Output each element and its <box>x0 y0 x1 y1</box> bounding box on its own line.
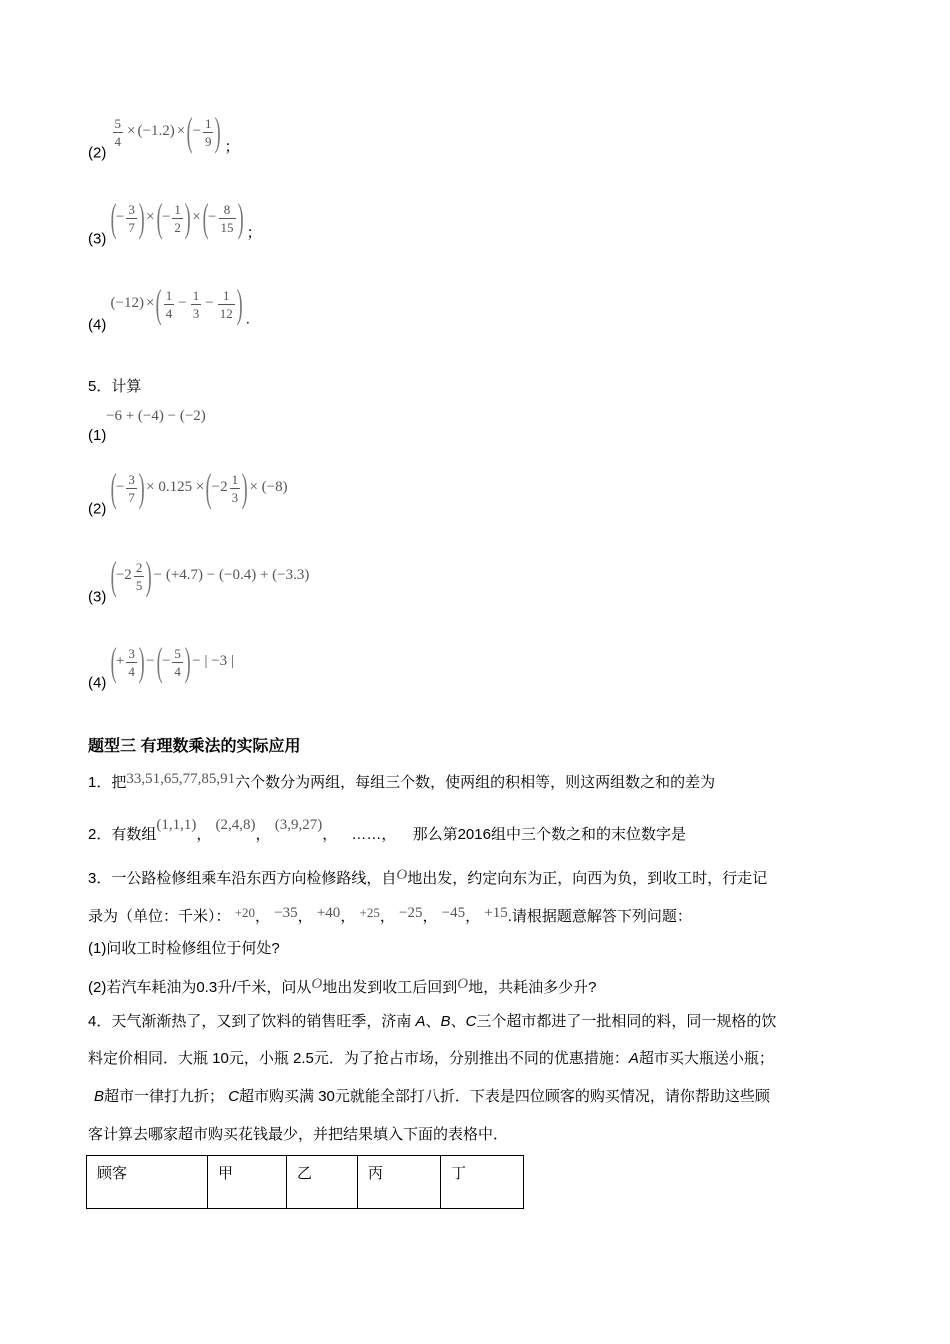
problem-label: (4) <box>88 316 107 334</box>
table-header-cell: 甲 <box>208 1156 287 1209</box>
punctuation: ； <box>246 224 262 242</box>
problem-label: (3) <box>88 588 107 606</box>
q5-problem-2 <box>88 465 290 518</box>
record: −45 <box>441 905 466 921</box>
fraction: $\frac{1}{12}$ <box>219 287 233 321</box>
s3-question-3-sub-2: (2)若汽车耗油为0.3升/千米，问从O地出发到收工后回到O地，共耗油多少升? <box>88 976 597 996</box>
table-row <box>87 1156 524 1209</box>
s3-question-3-line-1: 3．一公路检修组乘车沿东西方向检修路线，自O地出发，约定向东为正，向西为负，到收工时，行走记 <box>88 867 768 887</box>
problem-label: (2) <box>88 500 107 518</box>
fraction: $\frac{1}{4}$ <box>165 287 173 321</box>
punctuation: ； <box>224 138 240 156</box>
group-2: (2,4,8) <box>215 817 256 833</box>
problem-label: (2) <box>88 144 107 162</box>
problem-4-3 <box>88 195 262 248</box>
problem-4-2 <box>88 109 240 162</box>
fraction: $\frac{8}{15}$ <box>220 201 234 235</box>
table-header-cell: 丁 <box>441 1156 524 1209</box>
q5-problem-1 <box>88 408 206 444</box>
problem-label: (3) <box>88 230 107 248</box>
fraction: $\frac{1}{9}$ <box>204 115 212 149</box>
math-expression: (− $\frac{3}{7}$ ) × 0.125 ×(−2 $\frac{1}{3}$ ) × (−8) <box>110 465 288 510</box>
s3-question-3-line-2: 录为（单位：千米）： +20， −35， +40， +25， −25， −45， +15.请根据题意解答下列问题： <box>88 905 692 925</box>
s3-question-4-line-3: B超市一律打九折； C超市购买满 30元就能全部打八折．下表是四位顾客的购买情况，请你帮助这些顾 <box>94 1088 770 1105</box>
record: +15 <box>484 905 508 921</box>
fraction: $\frac{3}{4}$ <box>128 645 135 679</box>
problem-4-4 <box>88 281 250 334</box>
problem-label: (4) <box>88 674 107 692</box>
problem-label: (1) <box>88 427 107 444</box>
record: +25 <box>359 905 380 920</box>
fraction: $\frac{1}{3}$ <box>192 287 200 321</box>
s3-question-4-line-4: 客计算去哪家超市购买花钱最少，并把结果填入下面的表格中． <box>88 1126 509 1143</box>
s3-question-2: 2．有数组(1,1,1)， (2,4,8)， (3,9,27)， ……， 那么第2016组中三个数之和的末位数字是 <box>88 817 686 843</box>
math-expression: −6 + (−4) − (−2) <box>106 408 206 424</box>
number-list: 33,51,65,77,85,91 <box>126 771 236 787</box>
punctuation: . <box>245 310 250 328</box>
math-expression: (−2 $\frac{2}{5}$ ) − (+4.7) − (−0.4) + (−3.3) <box>110 553 310 598</box>
record: +40 <box>316 905 341 921</box>
fraction: $\frac{1}{3}$ <box>231 471 239 505</box>
point-o: O <box>396 867 408 883</box>
fraction: $\frac{3}{7}$ <box>128 471 135 505</box>
group-3: (3,9,27) <box>274 817 323 833</box>
question-5-title: 5．计算 <box>88 378 142 395</box>
math-expression: $\frac{5}{4}$ × (−1.2) ×(− $\frac{1}{9}$ ) <box>114 109 222 154</box>
math-expression: (−12) ×( $\frac{1}{4}$ − $\frac{1}{3}$ − $\frac{1}{12}$ ) <box>110 281 243 326</box>
purchase-table <box>86 1155 524 1209</box>
q5-problem-4 <box>88 639 236 692</box>
table-header-cell: 乙 <box>287 1156 358 1209</box>
fraction: $\frac{2}{5}$ <box>135 559 143 593</box>
fraction: $\frac{3}{7}$ <box>128 201 135 235</box>
section-heading: 题型三 有理数乘法的实际应用 <box>88 738 301 755</box>
fraction: $\frac{1}{2}$ <box>174 201 181 235</box>
table-header-cell: 顾客 <box>87 1156 208 1209</box>
fraction: $\frac{5}{4}$ <box>174 645 181 679</box>
math-expression: (+ $\frac{3}{4}$ ) −(− $\frac{5}{4}$ ) − | −3 | <box>110 639 234 684</box>
s3-question-4-line-2: 料定价相同．大瓶 10元，小瓶 2.5元．为了抢占市场，分别推出不同的优惠措施：A超市买大瓶送小瓶； <box>88 1050 774 1067</box>
s3-question-1: 1．把33,51,65,77,85,91六个数分为两组，每组三个数，使两组的积相等，则这两组数之和的差为 <box>88 771 716 791</box>
record: −25 <box>399 905 423 921</box>
fraction: $\frac{5}{4}$ <box>114 115 122 149</box>
s3-question-3-sub-1: (1)问收工时检修组位于何处? <box>88 940 280 957</box>
table-header-cell: 丙 <box>358 1156 441 1209</box>
record: +20 <box>234 905 256 920</box>
q5-problem-3 <box>88 553 311 606</box>
group-1: (1,1,1) <box>156 817 197 833</box>
s3-question-4-line-1: 4．天气渐渐热了，又到了饮料的销售旺季，济南 A、B、C三个超市都进了一批相同的料，同一规格的饮 <box>88 1013 777 1030</box>
math-expression: (− $\frac{3}{7}$ ) ×(− $\frac{1}{2}$ ) ×(− $\frac{8}{15}$ ) <box>110 195 244 240</box>
record: −35 <box>274 905 298 921</box>
